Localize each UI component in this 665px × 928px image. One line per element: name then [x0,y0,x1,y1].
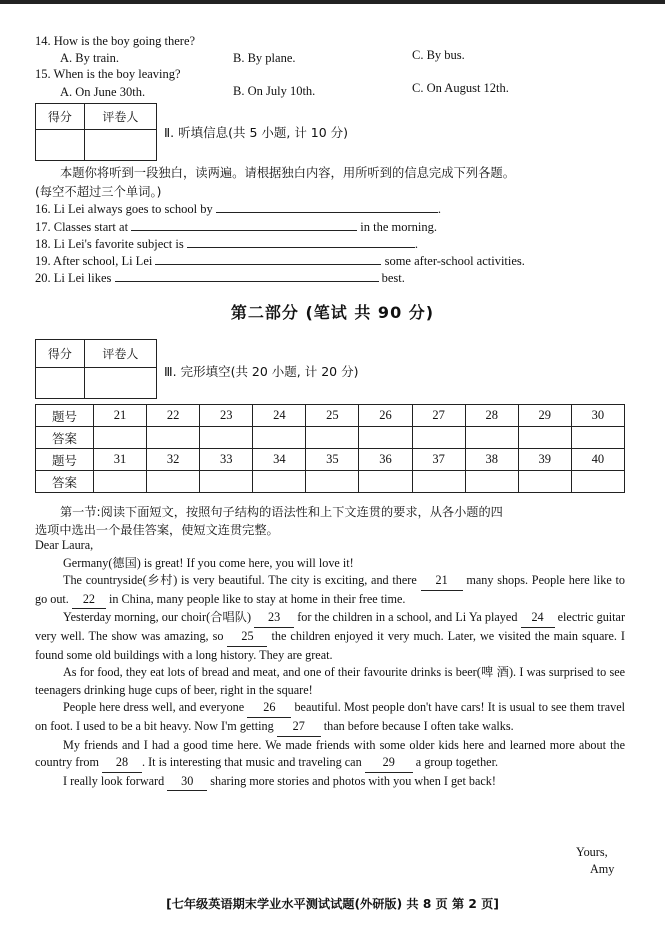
blank-29[interactable]: 29 [365,754,413,773]
question-number: 36 [359,449,412,471]
blank-19[interactable] [155,252,381,265]
section3-intro-line1: 第一节:阅读下面短文，按照句子结构的语法性和上下文连贯的要求，从各小题的四 [60,505,503,519]
section2-instruction-note: (每空不超过三个单词。) [35,185,162,199]
answer-cell[interactable] [359,471,412,493]
letter-paragraph-7: I really look forward 30 sharing more stories and photos with you when I get back! [35,773,625,792]
answer-cell[interactable] [94,427,147,449]
score-cell [36,368,85,399]
question-number: 29 [518,405,571,427]
answer-cell[interactable] [306,471,359,493]
row-label-answer: 答案 [36,471,94,493]
section3-title: Ⅲ. 完形填空(共 20 小题, 计 20 分) [164,364,359,379]
option-15c: C. On August 12th. [412,81,509,95]
blank-28[interactable]: 28 [102,754,142,773]
question-15-stem: 15. When is the boy leaving? [35,67,181,81]
answer-cell[interactable] [465,427,518,449]
option-15b: B. On July 10th. [233,84,316,98]
part2-heading: 第二部分 (笔试 共 90 分) [230,303,435,322]
answer-cell[interactable] [359,427,412,449]
answer-cell[interactable] [253,427,306,449]
item-19: 19. After school, Li Lei some after-school activities. [35,254,525,268]
question-number: 21 [94,405,147,427]
answer-cell[interactable] [412,471,465,493]
answer-grid [35,404,625,493]
answer-cell[interactable] [147,471,200,493]
question-number: 33 [200,449,253,471]
answer-cell[interactable] [306,427,359,449]
section2-title: Ⅱ. 听填信息(共 5 小题, 计 10 分) [164,125,349,140]
question-number: 23 [200,405,253,427]
answer-cell[interactable] [412,427,465,449]
answer-cell[interactable] [518,471,571,493]
letter-paragraph-6: My friends and I had a good time here. We made friends with some older kids here and learned more about the country from 28 . It is interesting that music and traveling can 29 a group together. [35,737,625,773]
answer-grid-answer-row [36,427,625,449]
score-box-section3 [35,339,157,399]
item-20: 20. Li Lei likes best. [35,271,405,285]
answer-grid-answer-row [36,471,625,493]
option-14a: A. By train. [60,51,120,65]
grader-label: 评卷人 [84,104,156,130]
question-number: 30 [571,405,624,427]
blank-26[interactable]: 26 [247,699,291,718]
question-number: 27 [412,405,465,427]
question-14-stem: 14. How is the boy going there? [35,34,196,48]
question-number: 24 [253,405,306,427]
blank-21[interactable]: 21 [421,572,463,591]
item-18: 18. Li Lei's favorite subject is . [35,237,418,251]
question-number: 34 [253,449,306,471]
letter-paragraph-3: Yesterday morning, our choir(合唱队) 23 for the children in a school, and Li Ya played 24 electric guitar very well. The show was amazing, so 25 the children enjoyed it very much. Later, we visited the main square. I found some old buildings with a long history. They are great. [35,610,626,662]
blank-25[interactable]: 25 [227,628,267,647]
cloze-passage [35,537,625,791]
answer-cell[interactable] [253,471,306,493]
top-rule [0,0,665,4]
answer-cell[interactable] [200,427,253,449]
row-label-answer: 答案 [36,427,94,449]
letter-signature: Amy [590,862,615,876]
answer-cell[interactable] [94,471,147,493]
blank-22[interactable]: 22 [72,591,106,610]
section2-instruction: 本题你将听到一段独白，读两遍。请根据独白内容，用所听到的信息完成下列各题。 [60,166,515,180]
letter-paragraph-2: The countryside(乡村) is very beautiful. The city is exciting, and there 21 many shops. People here like to go out. 22 in China, many people like to stay at home in their free time. [35,572,625,609]
blank-17[interactable] [131,218,357,231]
option-14c: C. By bus. [412,48,465,62]
question-number: 38 [465,449,518,471]
answer-cell[interactable] [571,471,624,493]
letter-closing: Yours, [576,845,608,859]
answer-cell[interactable] [518,427,571,449]
blank-20[interactable] [115,269,379,282]
question-number: 31 [94,449,147,471]
blank-27[interactable]: 27 [277,718,321,737]
answer-cell[interactable] [200,471,253,493]
blank-30[interactable]: 30 [167,773,207,792]
score-box-section2 [35,103,157,161]
letter-paragraph-5: People here dress well, and everyone 26 beautiful. Most people don't have cars! It is usual to see them travel on foot. I used to be a bit heavy. Now I'm getting 27 than before because I often take walks. [35,699,625,736]
blank-23[interactable]: 23 [254,609,294,628]
question-number: 22 [147,405,200,427]
letter-line-1: Germany(德国) is great! If you come here, you will love it! [63,555,354,570]
grader-cell [84,368,156,399]
score-label: 得分 [36,104,85,130]
answer-cell[interactable] [571,427,624,449]
option-15a: A. On June 30th. [60,85,146,99]
question-number: 32 [147,449,200,471]
blank-18[interactable] [187,235,415,248]
grader-label: 评卷人 [84,340,156,368]
blank-16[interactable] [216,200,438,213]
row-label-number: 题号 [36,405,94,427]
item-16: 16. Li Lei always goes to school by . [35,202,441,216]
question-number: 26 [359,405,412,427]
question-number: 37 [412,449,465,471]
score-cell [36,130,85,161]
question-number: 25 [306,405,359,427]
option-14b: B. By plane. [233,51,296,65]
item-17: 17. Classes start at in the morning. [35,220,438,234]
question-number: 39 [518,449,571,471]
answer-grid-number-row [36,405,625,427]
grader-cell [84,130,156,161]
letter-greeting: Dear Laura, [35,538,94,552]
blank-24[interactable]: 24 [521,609,555,628]
answer-cell[interactable] [465,471,518,493]
score-label: 得分 [36,340,85,368]
letter-paragraph-4: As for food, they eat lots of bread and meat, and one of their favourite drinks is beer(啤 酒). I was surprised to see teenagers drinking huge cups of beer, right in the square! [35,665,626,697]
question-number: 40 [571,449,624,471]
question-number: 28 [465,405,518,427]
answer-grid-number-row [36,449,625,471]
question-number: 35 [306,449,359,471]
section3-intro-line2: 选项中选出一个最佳答案，使短文连贯完整。 [35,523,279,537]
answer-cell[interactable] [147,427,200,449]
row-label-number: 题号 [36,449,94,471]
page-footer: [七年级英语期末学业水平测试试题(外研版) 共 8 页 第 2 页] [166,897,499,911]
